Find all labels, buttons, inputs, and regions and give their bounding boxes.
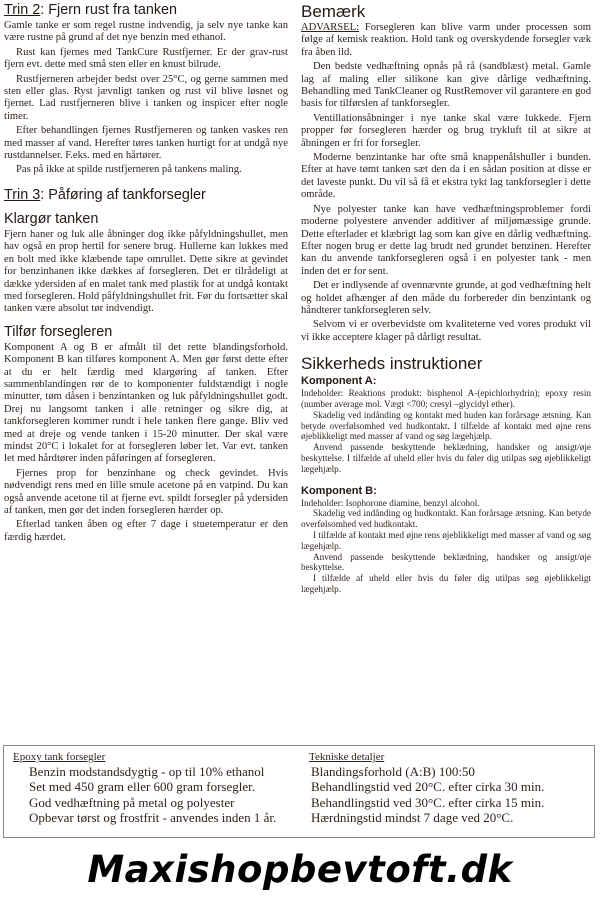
komponent-a-heading: Komponent A: [301, 375, 377, 388]
shop-name-footer: Maxishopbevtoft.dk [87, 848, 513, 891]
bemaerk-paragraph: Nye polyester tanke kan have vedhæftningsproblemer fordi moderne polyestere anvender additiver af miljømæssige grunde. Dette efterlader et klæbrigt lag som kan give en dårlig vedhæftning. Efter nogen brug er dette lag brudt ned grundet benzinen. Herefter kan du anvende tankforsegleren også i en polyester tank - men inden det er for sent. [301, 203, 591, 277]
product-feature-item: Benzin modstandsdygtig - op til 10% ethanol [29, 764, 265, 779]
trin3-heading-rest: : Påføring af tankforsegler [40, 186, 206, 203]
right-column [301, 2, 591, 595]
komponent-a-line: Anvend passende beskyttende beklædning, handsker og ansigt/øje beskyttelse. I tilfælde af uheld eller hvis du føler dig utilpas søg øjeblikkeligt lægehjælp. [301, 442, 591, 474]
trin3-heading [4, 187, 288, 204]
komponent-b-line: I tilfælde af uheld eller hvis du føler dig utilpas søg øjeblikkeligt lægehjælp. [301, 573, 591, 594]
tilfor-paragraph: Komponent A og B er afmålt til det rette blandingsforhold. Komponent B kan tilføres komponent A. Men gør først dette efter at du er helt færdig med klargøring af tanken. Efter sammenblandingen rør de to komponenter fuldstændigt i nogle minutter, tøm dåsen i benzintanken og luk påfyldningshullet godt. Drej nu langsomt tanken i alle retninger og sikre dig, at tankforsegleren kommer rundt i hele tanken flere gange. Bliv ved med at dreje og vende tanken i 15-20 minutter. Der skal være mindst 20°C i lokalet for at forsegleren løber let. Var evt. tanken let med hårdtører inden påføringen af forsegleren. [4, 341, 288, 465]
komponent-a-line: Skadelig ved indånding og kontakt med huden kan forårsage ætsning. Kan betyde overfølsomhed ved hudkontakt. I tilfælde af kontakt med øjne rens øjeblikkeligt med masser af vand og søg lægehjælp. [301, 409, 591, 442]
komponent-b-line: Anvend passende beskyttende beklædning, handsker og ansigt/øje beskyttelse. [301, 551, 591, 573]
trin2-paragraph: Pas på ikke at spilde rustfjerneren på tankens maling. [16, 164, 242, 176]
bemaerk-paragraph: Ventillationsåbninger i nye tanke skal være lukkede. Fjern propper før forsegleren hærder og brug trykluft til at sikre at åbningen er fri for forsegler. [301, 112, 591, 149]
product-feature-item: God vedhæftning på metal og polyester [29, 794, 235, 810]
product-feature-item: Opbevar tørst og frostfrit - anvendes inden 1 år. [29, 810, 277, 826]
komponent-b-line: Skadelig ved indånding og hudkontakt. Kan forårsage ætsning. Kan betyde overfølsomhed ved hudkontakt. [301, 508, 591, 530]
tilfor-paragraph: Efterlad tanken åben og efter 7 dage i stuetemperatur er den færdig hærdet. [4, 519, 288, 543]
technical-details-column [309, 751, 589, 826]
bemaerk-paragraph: Det er indlysende af ovennævnte grunde, at god vedhæftning helt og holdet afhænger af den måde du forbereder din benzintank og håndterer tankforsegleren selv. [301, 280, 591, 316]
trin2-paragraph: Efter behandlingen fjernes Rustfjerneren og tanken vaskes ren med masser af vand. Herefter tøres tanken hurtigt for at undgå nye rustdannelser. F.eks. med en hårtører. [4, 125, 288, 162]
trin2-paragraph: Gamle tanke er som regel rustne indvendig, ja selv nye tanke kan være rustne på grund af det nye benzin med ethanol. [4, 20, 288, 44]
bemaerk-paragraph: Selvom vi er overbevidste om kvaliteterne ved vores produkt vil vi ikke acceptere klager på dårligt resultat. [301, 319, 591, 343]
tilfor-paragraph: Fjernes prop for benzinhane og check gevindet. Hvis nødvendigt rens med en lille smule acetone på en vatpind. Du kan også anvende acetone til at fjerne evt. spildt forsegler på ydersiden af tanken, men gør det inden forsegleren hærder op. [4, 467, 288, 516]
warning-text: Forsegleren kan blive varm under processen som følge af kemisk reaktion. Hold tank og overskydende forsegler væk fra åben ild. [301, 22, 591, 58]
trin2-paragraph: Rustfjerneren arbejder bedst over 25°C, og gerne sammen med sten eller glas. Ryst jævnligt tanken og rust vil blive løsnet og fjernet. Lad rustfjerneren blive i tanken og inspicer efter nogle timer. [4, 73, 288, 122]
trin3-heading-prefix: Trin 3 [4, 186, 41, 203]
technical-detail-item: Behandlingstid ved 20°C. efter cirka 30 min. [311, 779, 545, 795]
safety-heading: Sikkerheds instruktioner [301, 354, 483, 374]
trin2-heading-rest: : Fjern rust fra tanken [40, 2, 178, 18]
warning-label: ADVARSEL: [301, 22, 360, 33]
komponent-b-heading: Komponent B: [301, 484, 377, 497]
trin2-paragraph: Rust kan fjernes med TankCure Rustfjerner. Er der grav-rust fjern evt. dette med små sten eller en knust bilrude. [4, 46, 288, 71]
bemaerk-heading: Bemærk [301, 2, 366, 21]
technical-detail-item: Blandingsforhold (A:B) 100:50 [311, 764, 475, 779]
product-feature-item: Set med 450 gram eller 600 gram forsegler. [29, 779, 255, 795]
bemaerk-paragraph: Moderne benzintanke har ofte små knappenålshuller i bunden. Efter at have tømt tanken sæt den da i en sådan position at disse er det laveste punkt. Du vil så få et ekstra tykt lag tankforsegler i dette område. [301, 152, 591, 201]
komponent-b-line: I tilfælde af kontakt med øjne rens øjeblikkeligt med masser af vand og søg lægehjælp. [301, 529, 591, 551]
komponent-a-line: Indeholder: Reaktions produkt: bisphenol A-(epichlorhydrin); epoxy resin (number average mol. Vægt <700; cresyl –glycidyl ether). [301, 388, 591, 409]
left-column [4, 2, 288, 546]
tilfor-heading: Tilfør forsegleren [4, 323, 113, 340]
technical-details-heading: Tekniske detaljer [309, 751, 385, 763]
klargor-heading: Klargør tanken [4, 210, 99, 227]
product-features-heading: Epoxy tank forsegler [13, 751, 106, 763]
trin2-heading-prefix: Trin 2 [4, 2, 41, 18]
klargor-paragraph: Fjern haner og luk alle åbninger dog ikke påfyldningshullet, men hav også en prop hertil for senere brug. Hullerne kan lukkes med en bolt med ikke klæbende tape omrullet. Dette sikre at gevindet for benzinhanen ikke dækkes af forsegleren. Det er tilrådeligt at dække ydersiden af en malet tank med plastik for at undgå kontakt med forsegleren. Hold påfyldningshullet frit. Før du fortsætter skal tanken være absolut tør indvendigt. [4, 228, 288, 315]
warning-paragraph [301, 22, 591, 59]
product-info-box [3, 745, 595, 838]
product-features-column [13, 751, 293, 826]
komponent-b-line: Indeholder: Isophorone diamine, benzyl alcohol. [301, 497, 480, 508]
bemaerk-paragraph: Den bedste vedhæftning opnås på rå (sandblæst) metal. Gamle lag af maling eller silikone kan give dårlige vedhæftning. Behandling med TankCleaner og RustRemover vil garantere en god basis for tilførslen af tankforsegler. [301, 61, 591, 110]
trin2-heading [4, 2, 288, 19]
technical-detail-item: Behandlingstid ved 30°C. efter cirka 15 min. [311, 794, 545, 810]
technical-detail-item: Hærdningstid mindst 7 dage ved 20°C. [311, 810, 514, 826]
